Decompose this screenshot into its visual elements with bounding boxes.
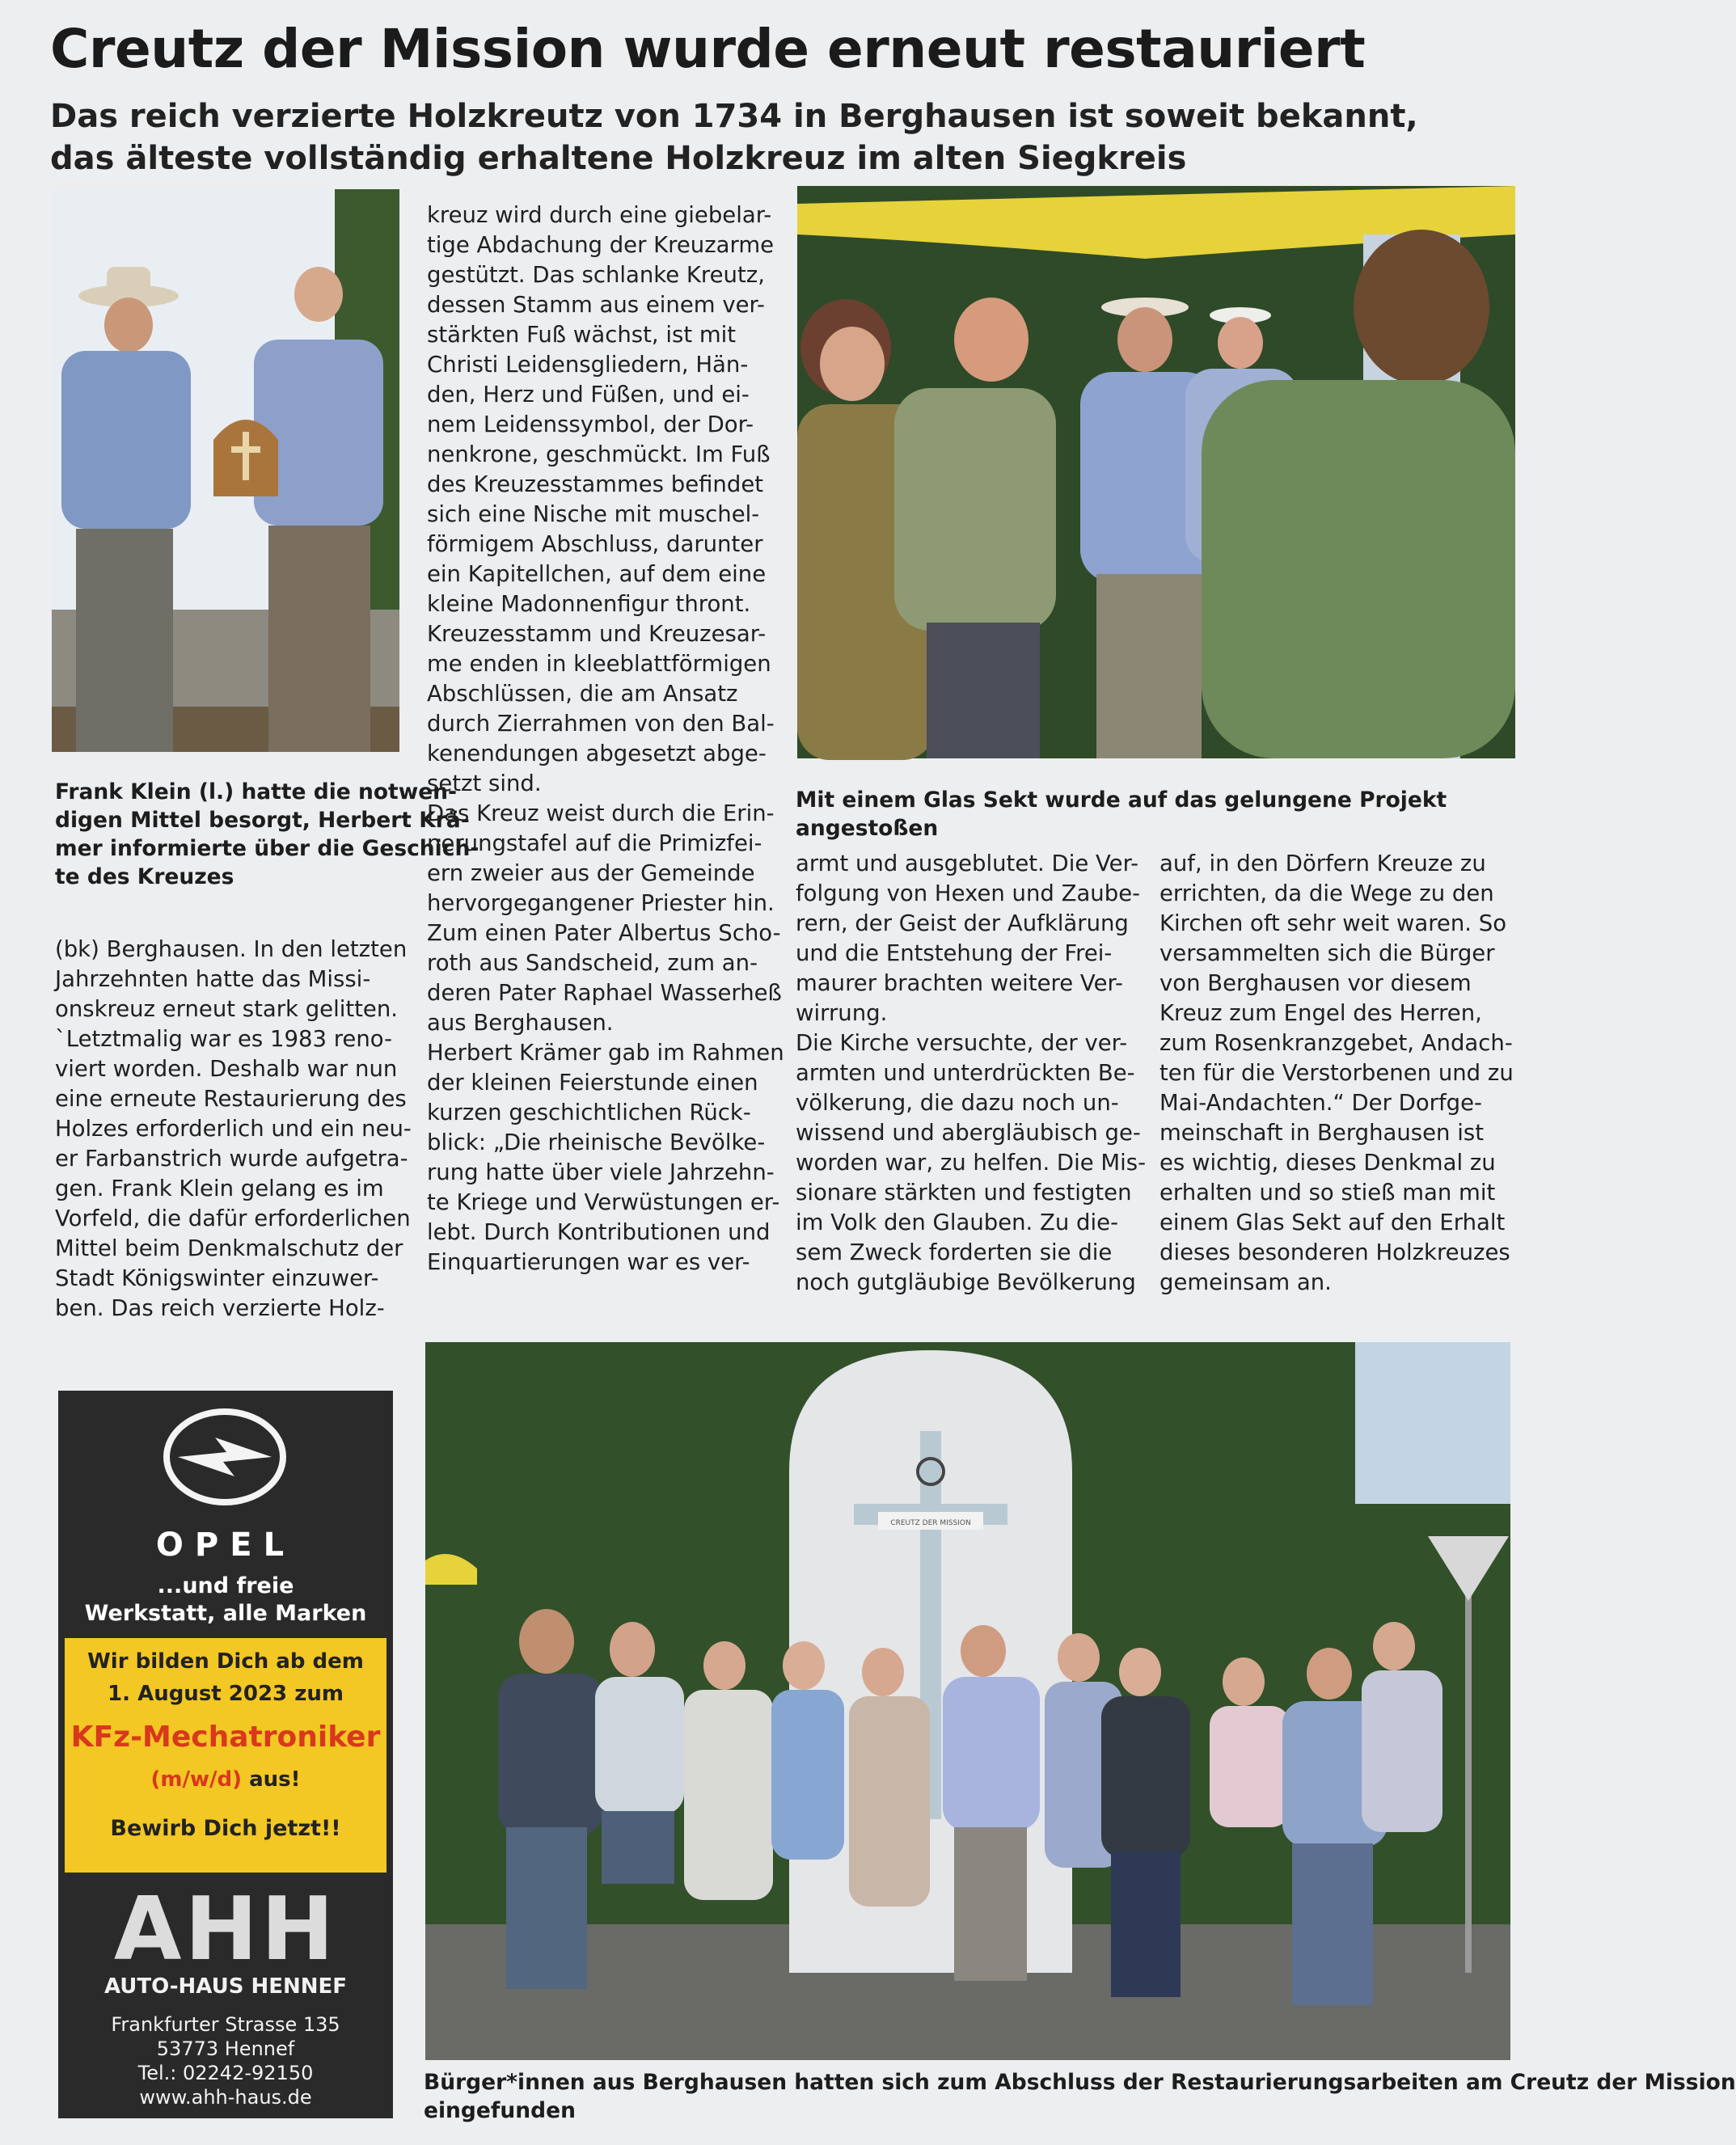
photo-1-caption-line: mer informierte über die Geschich- (55, 836, 479, 861)
photo-1-caption-line: te des Kreuzes (55, 864, 234, 889)
promo-line-2: 1. August 2023 zum (108, 1682, 344, 1706)
text-line: Abschlüssen, die am Ansatz (427, 681, 738, 707)
text-line: völkerung, die dazu noch un- (796, 1090, 1119, 1116)
text-line: kreuz wird durch eine giebelar- (427, 202, 772, 228)
text-line: meinschaft in Berghausen ist (1159, 1120, 1484, 1146)
text-line: armt und ausgeblutet. Die Ver- (796, 851, 1139, 876)
subheadline-line-2: das älteste vollständig erhaltene Holzkreuz im alten Siegkreis (50, 140, 1187, 177)
text-line: sem Zweck forderten sie die (796, 1239, 1113, 1265)
text-line: setzt sind. (427, 771, 542, 796)
text-line: dieses besonderen Holzkreuzes (1159, 1239, 1510, 1265)
text-line: wissend und abergläubisch ge- (796, 1120, 1141, 1146)
text-line: onskreuz erneut stark gelitten. (55, 996, 399, 1022)
dealer-name: AUTO-HAUS HENNEF (103, 1974, 348, 1999)
text-line: Das Kreuz weist durch die Erin- (427, 800, 775, 826)
text-line: ben. Das reich verzierte Holz- (55, 1295, 385, 1321)
text-line: durch Zierrahmen von den Bal- (427, 711, 775, 737)
text-line: roth aus Sandscheid, zum an- (427, 950, 758, 976)
text-line: (bk) Berghausen. In den letzten (55, 936, 408, 962)
text-line: eine erneute Restaurierung des (55, 1086, 407, 1112)
photo-3-caption-line: eingefunden (424, 2098, 576, 2123)
text-line: gestützt. Das schlanke Kreutz, (427, 262, 765, 288)
text-line: Vorfeld, die dafür erforderlichen (55, 1206, 411, 1231)
photo-3-caption (424, 2068, 1736, 2125)
text-line: stärkten Fuß wächst, ist mit (427, 322, 737, 348)
text-line: versammelten sich die Bürger (1159, 940, 1495, 966)
photo-sekt-toast (797, 186, 1515, 758)
dealer-phone: Tel.: 02242-92150 (137, 2062, 314, 2084)
subheadline (50, 95, 1506, 179)
text-line: Jahrzehnten hatte das Missi- (55, 966, 371, 992)
headline: Creutz der Mission wurde erneut restauriert (50, 18, 1366, 80)
cross-plaque-text: CREUTZ DER MISSION (890, 1519, 971, 1527)
text-line: nerungstafel auf die Primizfei- (427, 830, 762, 856)
ad-promo-box (65, 1638, 386, 1873)
text-line: armten und unterdrückten Be- (796, 1060, 1135, 1086)
photo-1-caption-line: digen Mittel besorgt, Herbert Krä- (55, 808, 470, 833)
text-line: blick: „Die rheinische Bevölke- (427, 1130, 766, 1155)
text-line: maurer brachten weitere Ver- (796, 970, 1123, 996)
photo-1-caption (55, 778, 479, 891)
photo-2-illustration (797, 186, 1515, 758)
text-line: tige Abdachung der Kreuzarme (427, 232, 775, 258)
article-column-2 (427, 201, 783, 1277)
text-line: förmigem Abschluss, darunter (427, 531, 763, 557)
photo-frank-klein-herbert-kraemer (52, 189, 399, 752)
promo-job-title: KFz-Mechatroniker (70, 1721, 381, 1754)
text-line: Mittel beim Denkmalschutz der (55, 1235, 403, 1261)
text-line: erhalten und so stieß man mit (1159, 1180, 1496, 1206)
opel-brand: OPEL (155, 1526, 296, 1564)
text-line: gen. Frank Klein gelang es im (55, 1176, 384, 1201)
text-line: sich eine Nische mit muschel- (427, 501, 760, 527)
dealer-street: Frankfurter Strasse 135 (111, 2013, 340, 2036)
photo-1-illustration (52, 189, 399, 752)
text-line: me enden in kleeblattförmigen (427, 651, 771, 677)
text-line: ein Kapitellchen, auf dem eine (427, 561, 767, 587)
text-line: deren Pater Raphael Wasserheß (427, 980, 782, 1006)
text-line: im Volk den Glauben. Zu die- (796, 1210, 1118, 1235)
article-column-1 (55, 935, 412, 1324)
text-line: nenkrone, geschmückt. Im Fuß (427, 441, 771, 467)
text-line: von Berghausen vor diesem (1159, 970, 1472, 996)
text-line: viert worden. Deshalb war nun (55, 1056, 398, 1082)
text-line: Christi Leidensgliedern, Hän- (427, 352, 749, 378)
promo-line-1: Wir bilden Dich ab dem (87, 1649, 364, 1674)
text-line: rung hatte über viele Jahrzehn- (427, 1159, 775, 1185)
promo-cta: Bewirb Dich jetzt!! (110, 1816, 341, 1841)
text-line: zum Rosenkranzgebet, Andach- (1159, 1030, 1513, 1056)
dealer-website[interactable]: www.ahh-haus.de (139, 2086, 312, 2109)
text-line: Kreuz zum Engel des Herren, (1159, 1000, 1482, 1026)
text-line: nem Leidenssymbol, der Dor- (427, 412, 754, 437)
text-line: Zum einen Pater Albertus Scho- (427, 920, 781, 946)
photo-3-illustration (425, 1342, 1510, 2060)
text-line: rern, der Geist der Aufklärung (796, 910, 1129, 936)
text-line: der kleinen Feierstunde einen (427, 1070, 758, 1096)
text-line: wirrung. (796, 1000, 888, 1026)
text-line: Die Kirche versuchte, der ver- (796, 1030, 1128, 1056)
text-line: hervorgegangener Priester hin. (427, 890, 775, 916)
promo-aus: aus! (249, 1767, 301, 1792)
text-line: Mai-Andachten.“ Der Dorfge- (1159, 1090, 1482, 1116)
text-line: errichten, da die Wege zu den (1159, 880, 1494, 906)
text-line: es wichtig, dieses Denkmal zu (1159, 1150, 1496, 1176)
text-line: aus Berghausen. (427, 1010, 614, 1036)
text-line: gemeinsam an. (1159, 1269, 1332, 1295)
photo-group-at-cross (425, 1342, 1510, 2060)
article-column-4 (1159, 849, 1515, 1298)
text-line: und die Entstehung der Frei- (796, 940, 1113, 966)
text-line: noch gutgläubige Bevölkerung (796, 1269, 1136, 1295)
text-line: kurzen geschichtlichen Rück- (427, 1100, 751, 1125)
text-line: `Letztmalig war es 1983 reno- (55, 1026, 393, 1052)
text-line: dessen Stamm aus einem ver- (427, 292, 765, 318)
text-line: te Kriege und Verwüstungen er- (427, 1189, 780, 1215)
text-line: Holzes erforderlich und ein neu- (55, 1116, 412, 1142)
text-line: worden war, zu helfen. Die Mis- (796, 1150, 1147, 1176)
text-line: lebt. Durch Kontributionen und (427, 1219, 771, 1245)
text-line: den, Herz und Füßen, und ei- (427, 382, 750, 407)
opel-logo-icon (163, 1408, 286, 1505)
text-line: Kirchen oft sehr weit waren. So (1159, 910, 1507, 936)
text-line: auf, in den Dörfern Kreuze zu (1159, 851, 1486, 876)
photo-1-caption-line: Frank Klein (l.) hatte die notwen- (55, 779, 458, 804)
advertisement-auto-haus-hennef (58, 1391, 393, 2118)
text-line: Kreuzesstamm und Kreuzesar- (427, 621, 767, 647)
dealer-city: 53773 Hennef (156, 2037, 295, 2060)
text-line: des Kreuzesstammes befindet (427, 471, 764, 497)
ad-tagline-1: ...und freie (157, 1573, 294, 1598)
text-line: einem Glas Sekt auf den Erhalt (1159, 1210, 1506, 1235)
text-line: kenendungen abgesetzt abge- (427, 741, 767, 766)
text-line: kleine Madonnenfigur thront. (427, 591, 751, 617)
text-line: folgung von Hexen und Zaube- (796, 880, 1141, 906)
opel-bolt-icon (170, 1415, 280, 1499)
photo-3-caption-line: Bürger*innen aus Berghausen hatten sich zum Abschluss der Restaurierungsarbeiten am Creutz der Mission (424, 2070, 1736, 2095)
text-line: ern zweier aus der Gemeinde (427, 860, 755, 886)
text-line: sionare stärkten und festigten (796, 1180, 1132, 1206)
ad-tagline-2: Werkstatt, alle Marken (84, 1601, 367, 1626)
text-line: Herbert Krämer gab im Rahmen (427, 1040, 784, 1066)
ahh-logo: AHH (113, 1879, 338, 1980)
text-line: Stadt Königswinter einzuwer- (55, 1265, 379, 1291)
photo-2-caption: Mit einem Glas Sekt wurde auf das gelungene Projekt angestoßen (796, 787, 1447, 841)
subheadline-line-1: Das reich verzierte Holzkreutz von 1734 in Berghausen ist soweit bekannt, (50, 98, 1418, 135)
promo-gender: (m/w/d) (150, 1767, 243, 1792)
text-line: ten für die Verstorbenen und zu (1159, 1060, 1514, 1086)
article-column-3 (796, 849, 1147, 1298)
promo-line-4 (65, 1767, 386, 1792)
text-line: er Farbanstrich wurde aufgetra- (55, 1146, 408, 1172)
text-line: Einquartierungen war es ver- (427, 1249, 750, 1275)
